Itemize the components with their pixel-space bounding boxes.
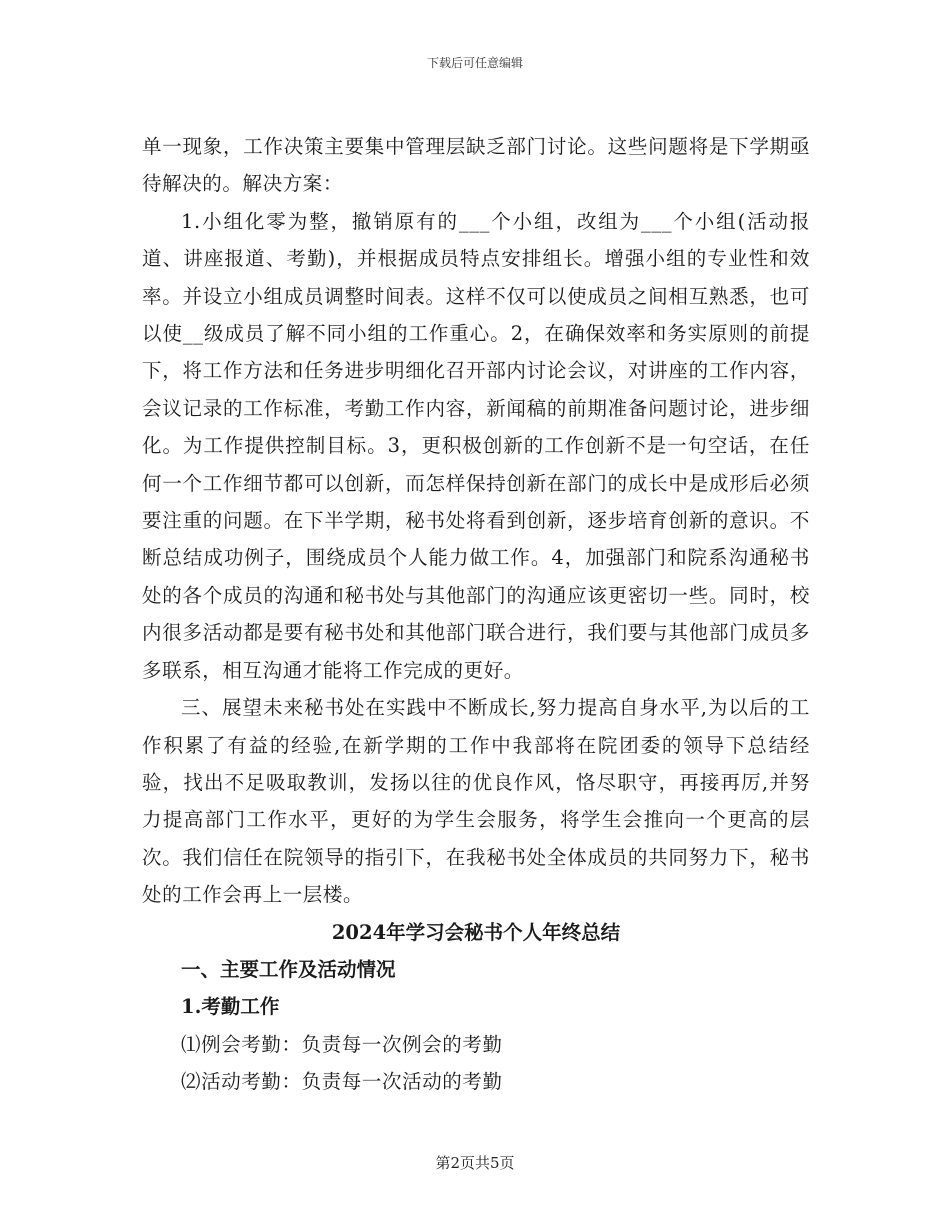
- section-heading: 一、主要工作及活动情况: [181, 957, 396, 981]
- document-body: [142, 128, 810, 1101]
- paragraph-solutions: 1.小组化零为整，撤销原有的___个小组，改组为___个小组(活动报道、讲座报道、考勤)，并根据成员特点安排组长。增强小组的专业性和效率。并设立小组成员调整时间表。这样不仅可以使成员之间相互熟悉，也可以使__级成员了解不同小组的工作重心。2，在确保效率和务实原则的前提下，将工作方法和任务进步明细化召开部内讨论会议，对讲座的工作内容，会议记录的工作标准，考勤工作内容，新闻稿的前期准备问题讨论，进步细化。为工作提供控制目标。3，更积极创新的工作创新不是一句空话，在任何一个工作细节都可以创新，而怎样保持创新在部门的成长中是成形后必须要注重的问题。在下半学期，秘书处将看到创新，逐步培育创新的意识。不断总结成功例子，围绕成员个人能力做工作。4，加强部门和院系沟通秘书处的各个成员的沟通和秘书处与其他部门的沟通应该更密切一些。同时，校内很多活动都是要有秘书处和其他部门联合进行，我们要与其他部门成员多多联系，相互沟通才能将工作完成的更好。: [142, 209, 810, 682]
- subsection-heading: 1.考勤工作: [181, 995, 280, 1019]
- list-item-activity-attendance: ⑵活动考勤：负责每一次活动的考勤: [181, 1070, 503, 1094]
- list-item-meeting-attendance: ⑴例会考勤：负责每一次例会的考勤: [181, 1032, 503, 1056]
- paragraph-continuation: 单一现象，工作决策主要集中管理层缺乏部门讨论。这些问题将是下学期亟待解决的。解决方案：: [142, 135, 810, 196]
- page-number: 第2页共5页: [435, 1154, 515, 1172]
- paragraph-outlook: 三、展望未来秘书处在实践中不断成长,努力提高自身水平,为以后的工作积累了有益的经验,在新学期的工作中我部将在院团委的领导下总结经验，找出不足吸取教训，发扬以往的优良作风，恪尽职守，再接再厉,并努力提高部门工作水平，更好的为学生会服务，将学生会推向一个更高的层次。我们信任在院领导的指引下，在我秘书处全体成员的共同努力下，秘书处的工作会再上一层楼。: [142, 696, 810, 907]
- page-header: 下载后可任意编辑: [426, 56, 523, 70]
- document-title: 2024年学习会秘书个人年终总结: [331, 920, 621, 944]
